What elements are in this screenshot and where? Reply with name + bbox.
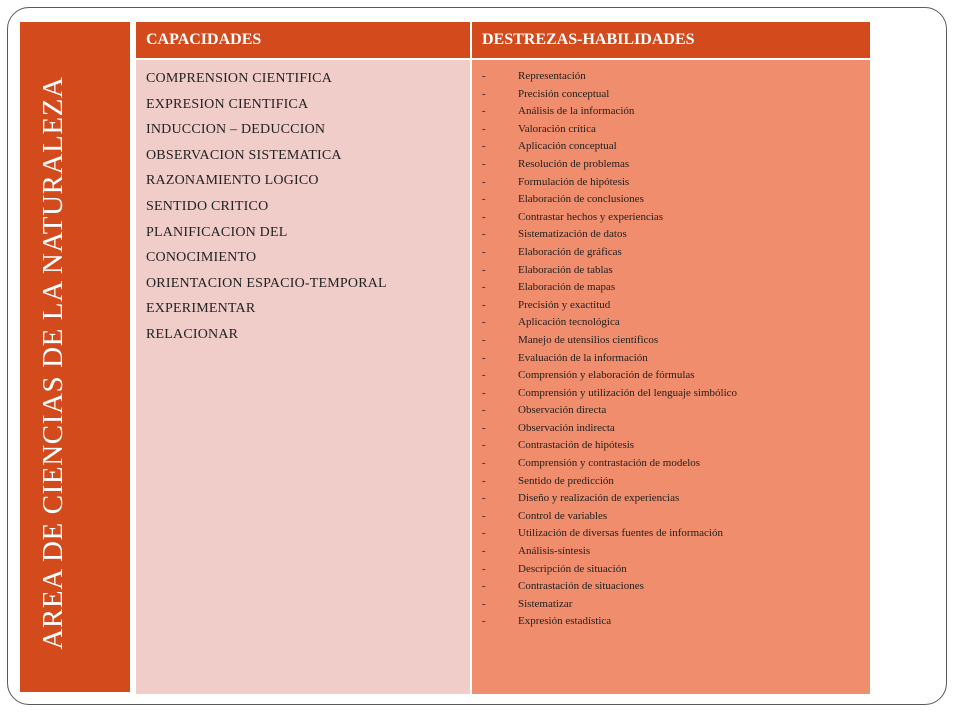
bullet-dash: - — [482, 439, 486, 452]
destreza-label: Elaboración de conclusiones — [518, 193, 644, 206]
capacidad-item: RELACIONAR — [146, 326, 239, 342]
destreza-item — [482, 297, 864, 315]
destreza-label: Representación — [518, 70, 586, 82]
destreza-label: Diseño y realización de experiencias — [518, 492, 680, 505]
capacidad-item: INDUCCION – DEDUCCION — [146, 122, 326, 138]
destreza-item — [482, 350, 864, 368]
bullet-dash: - — [482, 369, 486, 382]
capacidad-item: COMPRENSION CIENTIFICA — [146, 71, 333, 86]
bullet-dash: - — [482, 545, 486, 558]
destreza-label: Sistematización de datos — [518, 228, 627, 241]
destreza-label: Análisis de la información — [518, 105, 635, 118]
bullet-dash: - — [482, 316, 486, 329]
destreza-label: Control de variables — [518, 509, 608, 522]
destreza-item — [482, 596, 864, 614]
bullet-dash: - — [482, 175, 486, 188]
destreza-item — [482, 420, 864, 438]
destreza-item — [482, 402, 864, 420]
destreza-item — [482, 508, 864, 526]
destreza-item — [482, 262, 864, 280]
capacidad-item: OBSERVACION SISTEMATICA — [146, 147, 342, 163]
bullet-dash: - — [482, 140, 486, 153]
destreza-item — [482, 314, 864, 332]
bullet-dash: - — [482, 193, 486, 206]
bullet-dash: - — [482, 351, 486, 364]
destreza-label: Comprensión y contrastación de modelos — [518, 457, 701, 470]
header-destrezas: DESTREZAS-HABILIDADES — [472, 22, 870, 58]
bullet-dash: - — [482, 70, 486, 82]
header-capacidades: CAPACIDADES — [136, 22, 470, 58]
destreza-label: Contrastación de situaciones — [518, 580, 644, 593]
destreza-label: Comprensión y elaboración de fórmulas — [518, 369, 695, 382]
destreza-item — [482, 138, 864, 156]
bullet-dash: - — [482, 386, 486, 399]
destreza-item — [482, 68, 864, 86]
bullet-dash: - — [482, 615, 486, 628]
destreza-label: Precisión conceptual — [518, 87, 610, 100]
bullet-dash: - — [482, 210, 486, 223]
destreza-label: Sistematizar — [518, 597, 573, 610]
bullet-dash: - — [482, 404, 486, 417]
bullet-dash: - — [482, 228, 486, 241]
destreza-label: Observación indirecta — [518, 421, 615, 434]
content-table — [134, 22, 870, 694]
destreza-item — [482, 103, 864, 121]
destreza-item — [482, 578, 864, 596]
destreza-label: Contrastación de hipótesis — [518, 439, 635, 452]
destreza-item — [482, 455, 864, 473]
destreza-label: Elaboración de mapas — [518, 281, 616, 294]
destreza-label: Comprensión y utilización del lenguaje simbólico — [518, 386, 738, 399]
destreza-label: Manejo de utensilios científicos — [518, 333, 659, 346]
destreza-item — [482, 367, 864, 385]
destreza-item — [482, 525, 864, 543]
destreza-label: Elaboración de tablas — [518, 263, 613, 276]
capacidad-item: EXPERIMENTAR — [146, 301, 256, 317]
bullet-dash: - — [482, 509, 486, 522]
bullet-dash: - — [482, 245, 486, 258]
bullet-dash: - — [482, 281, 486, 294]
bullet-dash: - — [482, 492, 486, 505]
destreza-label: Valoración crítica — [518, 122, 596, 135]
destreza-item — [482, 209, 864, 227]
bullet-dash: - — [482, 580, 486, 593]
capacidad-item: CONOCIMIENTO — [146, 250, 257, 266]
destreza-label: Evaluación de la información — [518, 351, 648, 364]
destreza-label: Resolución de problemas — [518, 157, 630, 170]
destreza-item — [482, 226, 864, 244]
bullet-dash: - — [482, 457, 486, 470]
capacidad-item: EXPRESION CIENTIFICA — [146, 96, 309, 112]
bullet-dash: - — [482, 527, 486, 540]
destreza-item — [482, 385, 864, 403]
destreza-item — [482, 244, 864, 262]
destreza-item — [482, 473, 864, 491]
capacidad-item: ORIENTACION ESPACIO-TEMPORAL — [146, 275, 387, 291]
capacidad-item: PLANIFICACION DEL — [146, 224, 288, 240]
bullet-dash: - — [482, 298, 486, 311]
bullet-dash: - — [482, 333, 486, 346]
destreza-label: Descripción de situación — [518, 562, 627, 575]
capacidad-item: SENTIDO CRITICO — [146, 198, 269, 214]
destreza-label: Análisis-síntesis — [518, 545, 591, 558]
bullet-dash: - — [482, 87, 486, 100]
bullet-dash: - — [482, 597, 486, 610]
destreza-item — [482, 279, 864, 297]
destreza-item — [482, 86, 864, 104]
destreza-item — [482, 191, 864, 209]
bullet-dash: - — [482, 263, 486, 276]
destreza-label: Sentido de predicción — [518, 474, 614, 487]
destreza-label: Aplicación tecnológica — [518, 316, 620, 329]
capacidad-item: RAZONAMIENTO LOGICO — [146, 173, 319, 189]
destreza-item — [482, 174, 864, 192]
destreza-label: Aplicación conceptual — [518, 140, 617, 153]
destreza-item — [482, 121, 864, 139]
destreza-item — [482, 561, 864, 579]
destreza-item — [482, 490, 864, 508]
bullet-dash: - — [482, 122, 486, 135]
capacidades-list — [146, 66, 460, 348]
destreza-item — [482, 437, 864, 455]
destreza-label: Elaboración de gráficas — [518, 245, 622, 258]
side-title: AREA DE CIENCIAS DE LA NATURALEZA — [37, 76, 69, 650]
bullet-dash: - — [482, 562, 486, 575]
destrezas-list — [482, 68, 864, 631]
destreza-item — [482, 543, 864, 561]
destreza-item — [482, 613, 864, 631]
bullet-dash: - — [482, 421, 486, 434]
destrezas-cell — [472, 60, 870, 694]
destreza-item — [482, 332, 864, 350]
destreza-item — [482, 156, 864, 174]
destreza-label: Formulación de hipótesis — [518, 175, 630, 188]
bullet-dash: - — [482, 157, 486, 170]
bullet-dash: - — [482, 105, 486, 118]
destreza-label: Expresión estadística — [518, 615, 612, 628]
destreza-label: Utilización de diversas fuentes de información — [518, 527, 723, 540]
bullet-dash: - — [482, 474, 486, 487]
destreza-label: Observación directa — [518, 404, 607, 417]
destreza-label: Contrastar hechos y experiencias — [518, 210, 664, 223]
capacidades-cell — [136, 60, 470, 694]
destreza-label: Precisión y exactitud — [518, 298, 611, 311]
